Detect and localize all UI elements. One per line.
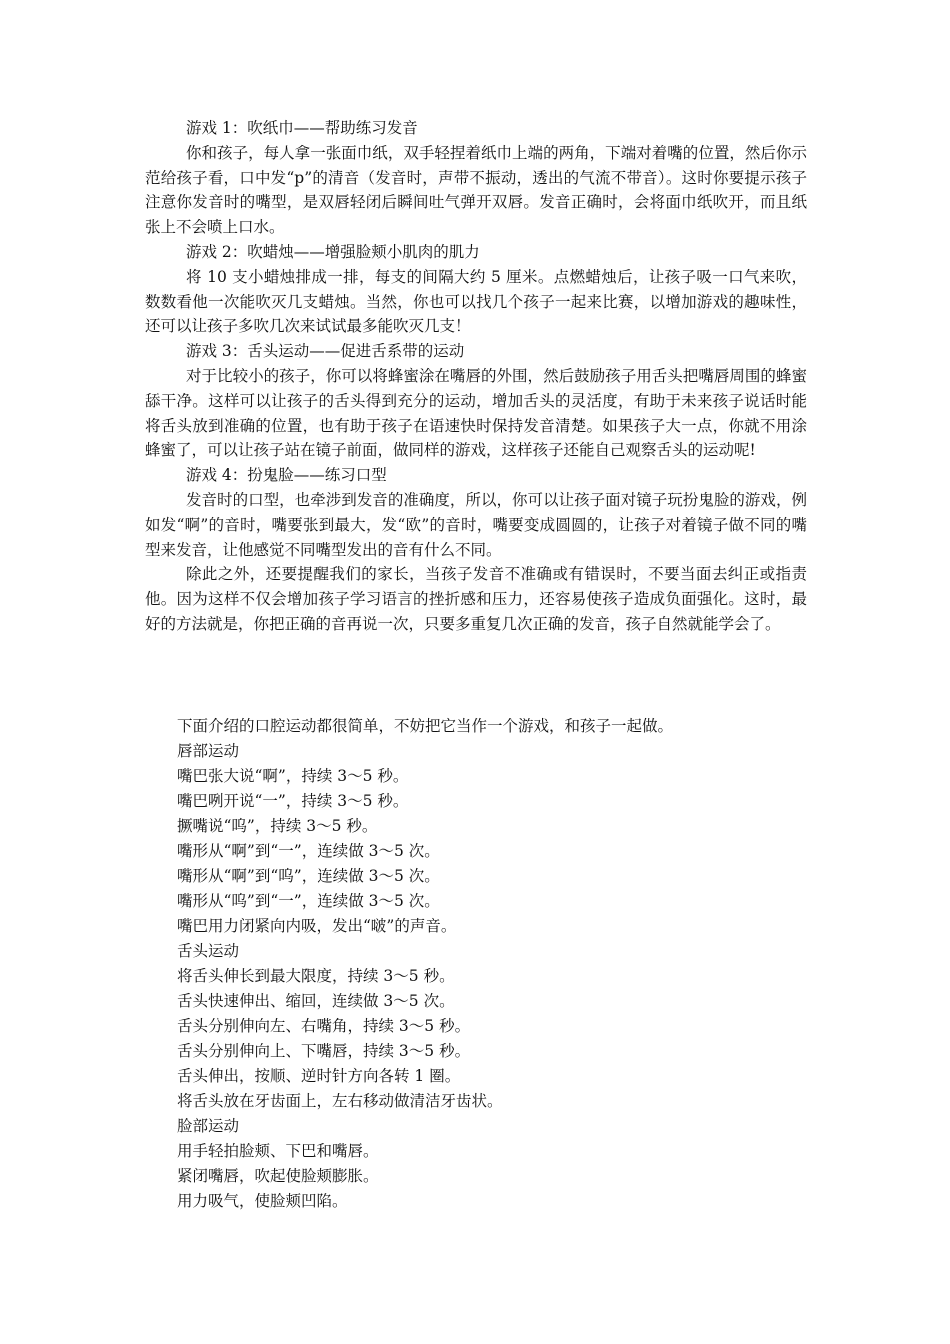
- lip-exercise-item: 嘴形从“啊”到“呜”，连续做 3～5 次。: [177, 867, 440, 885]
- game-2-title: 游戏 2：吹蜡烛——增强脸颊小肌肉的肌力: [186, 242, 480, 261]
- game-4-body: 发音时的口型，也牵涉到发音的准确度，所以，你可以让孩子面对镜子玩扮鬼脸的游戏，例如发“啊”的音时，嘴要张到最大，发“欧”的音时，嘴要变成圆圆的，让孩子对着镜子做不同的嘴型来发音，让他感觉不同嘴型发出的音有什么不同。: [145, 490, 807, 559]
- tongue-exercises-heading: 舌头运动: [177, 942, 240, 960]
- tongue-exercise-item: 将舌头放在牙齿面上，左右移动做清洁牙齿状。: [177, 1092, 503, 1110]
- face-exercise-item: 用手轻拍脸颊、下巴和嘴唇。: [177, 1142, 379, 1160]
- game-1-title: 游戏 1：吹纸巾——帮助练习发音: [186, 119, 418, 137]
- tongue-exercise-item: 舌头伸出，按顺、逆时针方向各转 1 圈。: [177, 1067, 461, 1085]
- tongue-exercise-item: 将舌头伸长到最大限度，持续 3～5 秒。: [177, 967, 455, 985]
- face-exercise-item: 紧闭嘴唇，吹起使脸颊膨胀。: [177, 1167, 379, 1185]
- game-3-body: 对于比较小的孩子，你可以将蜂蜜涂在嘴唇的外围，然后鼓励孩子用舌头把嘴唇周围的蜂蜜舔干净。这样可以让孩子的舌头得到充分的运动，增加舌头的灵活度，有助于未来孩子说话时能将舌头放到准确的位置，也有助于孩子在语速快时保持发音清楚。如果孩子大一点，你就不用涂蜂蜜了，可以让孩子站在镜子前面，做同样的游戏，这样孩子还能自己观察舌头的运动呢!: [145, 366, 807, 460]
- lip-exercise-item: 撅嘴说“呜”，持续 3～5 秒。: [177, 817, 378, 835]
- tongue-exercise-item: 舌头分别伸向上、下嘴唇，持续 3～5 秒。: [177, 1042, 471, 1060]
- lip-exercise-item: 嘴形从“啊”到“一”，连续做 3～5 次。: [177, 842, 440, 860]
- exercises-section: [177, 714, 817, 1214]
- game-2-body: 将 10 支小蜡烛排成一排，每支的间隔大约 5 厘米。点燃蜡烛后，让孩子吸一口气来吹，数数看他一次能吹灭几支蜡烛。当然，你也可以找几个孩子一起来比赛，以增加游戏的趣味性，还可以让孩子多吹几次来试试最多能吹灭几支！: [145, 267, 807, 336]
- game-4-title: 游戏 4：扮鬼脸——练习口型: [186, 466, 387, 485]
- game-3-title: 游戏 3：舌头运动——促进舌系带的运动: [186, 342, 465, 361]
- lip-exercise-item: 嘴巴张大说“啊”，持续 3～5 秒。: [177, 767, 409, 785]
- face-exercise-item: 用力吸气，使脸颊凹陷。: [177, 1192, 348, 1210]
- lip-exercises-heading: 唇部运动: [177, 742, 240, 760]
- exercises-intro: 下面介绍的口腔运动都很简单，不妨把它当作一个游戏，和孩子一起做。: [177, 717, 674, 735]
- tongue-exercise-item: 舌头分别伸向左、右嘴角，持续 3～5 秒。: [177, 1017, 471, 1035]
- face-exercises-heading: 脸部运动: [177, 1117, 240, 1135]
- lip-exercise-item: 嘴巴用力闭紧向内吸，发出“啵”的声音。: [177, 917, 457, 935]
- games-section: [145, 116, 807, 637]
- lip-exercise-item: 嘴形从“呜”到“一”，连续做 3～5 次。: [177, 892, 440, 910]
- closing-paragraph: 除此之外，还要提醒我们的家长，当孩子发音不准确或有错误时，不要当面去纠正或指责他。因为这样不仅会增加孩子学习语言的挫折感和压力，还容易使孩子造成负面强化。这时，最好的方法就是，你把正确的音再说一次，只要多重复几次正确的发音，孩子自然就能学会了。: [145, 565, 807, 633]
- tongue-exercise-item: 舌头快速伸出、缩回，连续做 3～5 次。: [177, 992, 455, 1010]
- lip-exercise-item: 嘴巴咧开说“一”，持续 3～5 秒。: [177, 792, 409, 810]
- game-1-body: 你和孩子，每人拿一张面巾纸，双手轻捏着纸巾上端的两角，下端对着嘴的位置，然后你示范给孩子看，口中发“p”的清音（发音时，声带不振动，透出的气流不带音）。这时你要提示孩子注意你发音时的嘴型，是双唇轻闭后瞬间吐气弹开双唇。发音正确时，会将面巾纸吹开，而且纸张上不会喷上口水。: [145, 143, 807, 237]
